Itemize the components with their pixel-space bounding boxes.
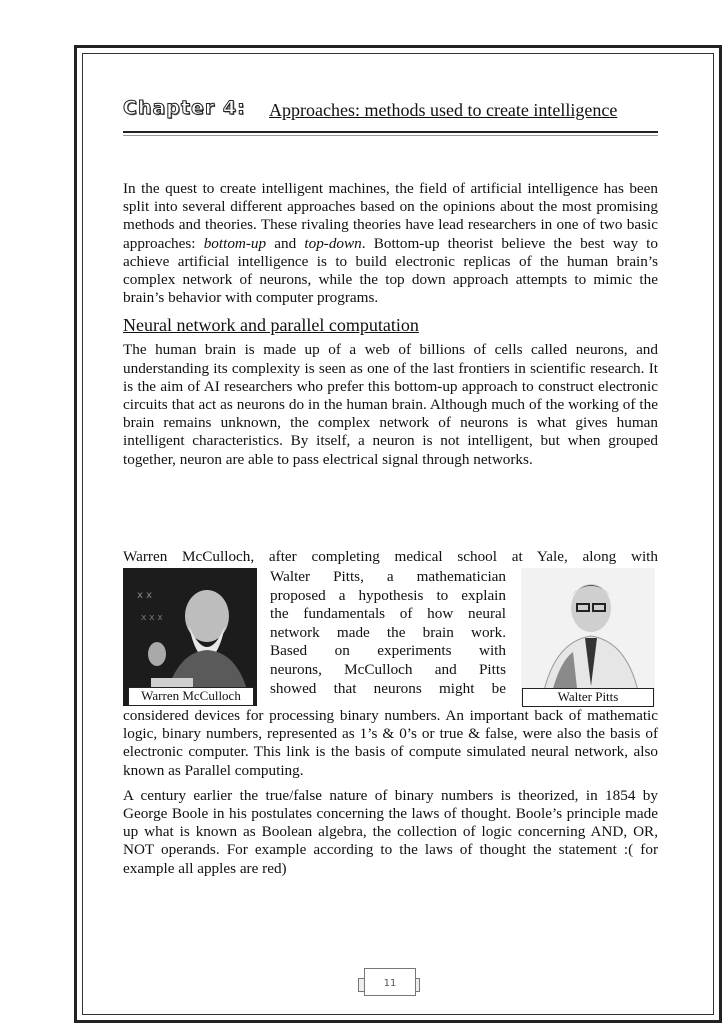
- page-number-tab: [358, 968, 420, 996]
- page-content: [123, 95, 658, 469]
- wrap-line: neurons, McCulloch and Pitts: [270, 660, 506, 678]
- chapter-heading: [123, 95, 658, 133]
- mcculloch-lead-line: Warren McCulloch, after completing medical school at Yale, along with: [123, 548, 658, 565]
- mcculloch-wrap-column: [270, 568, 506, 698]
- wrap-line: network made the brain work.: [270, 623, 506, 641]
- mcculloch-portrait-icon: [123, 568, 257, 706]
- wrap-line: Based on experiments with: [270, 642, 506, 660]
- wrap-line: proposed a hypothesis to explain: [270, 586, 506, 604]
- mcculloch-caption: Warren McCulloch: [128, 687, 254, 706]
- pitts-portrait-icon: [521, 568, 655, 706]
- mcculloch-rest-paragraph: considered devices for processing binary numbers. An important back of mathematic logic, binary numbers, represented as 1’s & 0’s or true & false, were also the basis of electronic computer. This link is the basis of compute simulated neural network, also known as Parallel computing.: [123, 707, 658, 779]
- page-number: 11: [364, 968, 416, 996]
- brain-paragraph: The human brain is made up of a web of billions of cells called neurons, and understanding its complexity is seen as one of the last frontiers in scientific research. It is the aim of AI researchers who prefer this bottom-up approach to construct electronic circuits that act as neurons do in the human brain. Although much of the working of the brain remains unknown, the complex network of neurons is what gives human intelligent characteristics. By itself, a neuron is not intelligent, but when grouped together, neuron are able to pass electrical signal through networks.: [123, 341, 658, 468]
- wrap-line: Walter Pitts, a mathematician: [270, 568, 506, 585]
- svg-text:x x: x x: [137, 590, 153, 601]
- section-title: Neural network and parallel computation: [123, 315, 419, 336]
- heading-rule: [123, 133, 658, 136]
- pitts-caption: Walter Pitts: [522, 688, 654, 707]
- wrap-line: showed that neurons might be: [270, 679, 506, 697]
- boole-paragraph: A century earlier the true/false nature of binary numbers is theorized, in 1854 by George Boole in his postulates concerning the laws of thought. Boole’s principle made up what is known as Boolean algebra, the collection of logic concerning AND, OR, NOT operands. For example according to the laws of thought the statement :( for example all apples are red): [123, 786, 658, 877]
- chapter-label: Chapter 4:: [123, 97, 246, 119]
- chapter-subtitle: Approaches: methods used to create intelligence: [269, 100, 618, 120]
- mcculloch-photo: [123, 568, 257, 706]
- intro-paragraph: In the quest to create intelligent machines, the field of artificial intelligence has been split into several different approaches based on the opinions about the most promising methods and theories. These rivaling theories have lead researchers in one of two basic approaches: bottom-up and top-down. Bottom-up theorist believe the best way to achieve artificial intelligence is to build electronic replicas of the human brain’s complex network of neurons, while the top down approach attempts to mimic the brain’s behavior with computer programs.: [123, 180, 658, 307]
- svg-text:x x x: x x x: [141, 613, 163, 623]
- continued-text: [123, 707, 658, 878]
- wrap-line: the fundamentals of how neural: [270, 605, 506, 623]
- pitts-photo: [521, 568, 655, 706]
